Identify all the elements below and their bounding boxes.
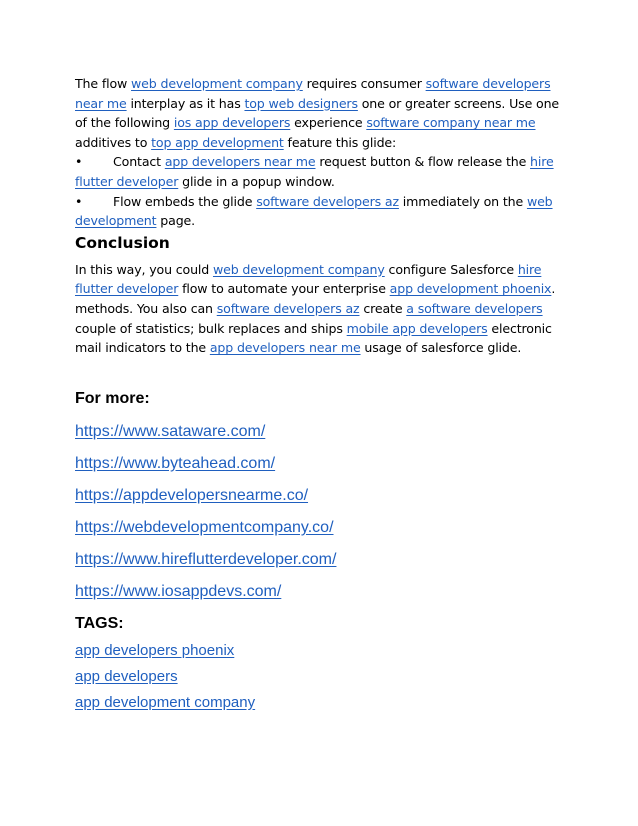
text: create: [359, 300, 407, 316]
text: immediately on the: [398, 193, 527, 209]
link-hire-flutter-developer[interactable]: hire flutter developer: [75, 261, 542, 297]
text: In this way, you could: [75, 261, 213, 277]
url-link-appdevelopersnearme[interactable]: https://appdevelopersnearme.co/: [75, 486, 309, 504]
link-top-web-designers[interactable]: top web designers: [244, 95, 358, 111]
link-ios-app-developers[interactable]: ios app developers: [173, 115, 291, 131]
link-hire-flutter-developer[interactable]: hire flutter developer: [75, 154, 554, 189]
link-app-development-phoenix[interactable]: app development phoenix: [389, 281, 552, 297]
tag-link-app-development-company[interactable]: app development company: [75, 693, 256, 711]
text: usage of salesforce glide.: [360, 340, 522, 356]
bullet-dot: •: [75, 154, 83, 170]
bullet-dot: •: [75, 193, 83, 209]
link-software-company-near-me[interactable]: software company near me: [366, 115, 536, 131]
text: interplay as it has: [126, 95, 245, 111]
text: page.: [156, 213, 195, 229]
text: The flow: [75, 76, 132, 91]
url-link-byteahead[interactable]: https://www.byteahead.com/: [75, 454, 276, 472]
tags-heading: TAGS:: [75, 614, 124, 632]
conclusion-heading: Conclusion: [75, 233, 170, 252]
link-mobile-app-developers[interactable]: mobile app developers: [346, 320, 488, 336]
url-link-hireflutterdeveloper[interactable]: https://www.hireflutterdeveloper.com/: [75, 550, 337, 568]
text: electronic mail indicators to the: [75, 320, 552, 356]
conclusion-paragraph: [75, 260, 567, 358]
text: couple of statistics; bulk replaces and ships: [75, 320, 347, 336]
link-software-developers-az[interactable]: software developers az: [216, 300, 360, 316]
link-software-developers-az[interactable]: software developers az: [256, 193, 399, 209]
text: feature this glide:: [283, 134, 397, 150]
text: configure Salesforce: [384, 261, 518, 277]
text: glide in a popup window.: [178, 173, 335, 189]
link-top-app-development[interactable]: top app development: [151, 134, 284, 150]
url-link-iosappdevs[interactable]: https://www.iosappdevs.com/: [75, 582, 282, 600]
text: requires consumer: [302, 76, 426, 91]
text: Contact: [113, 154, 165, 170]
bullet-item-2: [75, 192, 567, 231]
url-link-webdevelopmentcompany[interactable]: https://webdevelopmentcompany.co/: [75, 518, 334, 536]
text: . methods. You also can: [75, 281, 556, 316]
intro-paragraph: [75, 74, 567, 152]
link-web-development-company[interactable]: web development company: [212, 261, 385, 277]
text: additives to: [75, 134, 152, 150]
url-link-sataware[interactable]: https://www.sataware.com/: [75, 422, 266, 440]
text: Flow embeds the glide: [113, 193, 257, 209]
link-web-development[interactable]: web development: [75, 193, 553, 229]
text: flow to automate your enterprise: [178, 281, 390, 297]
link-app-developers-near-me[interactable]: app developers near me: [164, 154, 316, 170]
text: request button & flow release the: [315, 154, 531, 170]
text: experience: [290, 115, 367, 131]
link-a-software-developers[interactable]: a software developers: [406, 300, 543, 316]
bullet-item-1: [75, 152, 567, 191]
tag-link-app-developers-phoenix[interactable]: app developers phoenix: [75, 641, 235, 659]
text: one or greater screens. Use one of the following: [75, 95, 560, 131]
for-more-heading: For more:: [75, 389, 150, 407]
link-web-development-company[interactable]: web development company: [131, 76, 303, 91]
document-content: [75, 74, 567, 713]
link-app-developers-near-me[interactable]: app developers near me: [209, 340, 361, 356]
tag-link-app-developers[interactable]: app developers: [75, 667, 178, 685]
link-software-developers-near-me[interactable]: software developers near me: [75, 76, 551, 111]
